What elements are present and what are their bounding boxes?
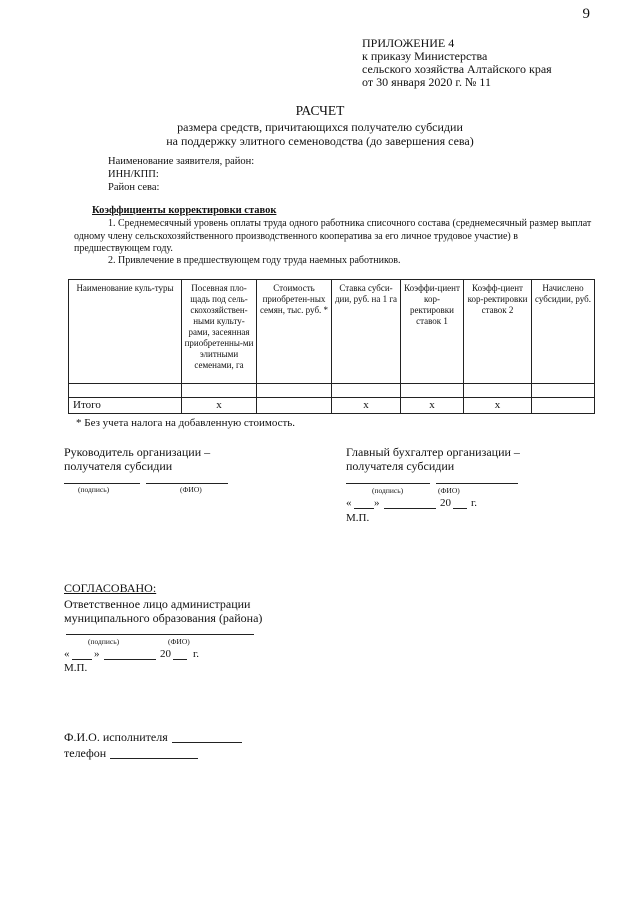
table-cell	[69, 384, 182, 398]
accountant-name-caption: (ФИО)	[438, 486, 460, 495]
agreement-seal: М.П.	[64, 662, 88, 674]
agreed-label: СОГЛАСОВАНО:	[64, 581, 157, 595]
total-rate: х	[332, 398, 401, 414]
total-coef-2: х	[464, 398, 532, 414]
coefficient-item-1: 1. Среднемесячный уровень оплаты труда одного работника списочного состава (среднемесячный размер выплат одному члену сельскохозяйственного производственного кооператива за его личное трудовое участие) в предшествующем году.	[74, 218, 592, 254]
document-title: РАСЧЕТ	[295, 103, 345, 118]
total-label: Итого	[69, 398, 182, 414]
agreement-name-line	[164, 634, 254, 635]
executor-name-line	[172, 742, 242, 743]
executor-name-label: Ф.И.О. исполнителя	[64, 730, 168, 744]
agreement-line-2: муниципального образования (района)	[64, 611, 263, 625]
agreement-day-line	[72, 659, 92, 660]
head-signature-title	[64, 445, 210, 473]
agreement-month-line	[104, 659, 156, 660]
accountant-name-line	[436, 483, 518, 484]
accountant-year-line	[453, 508, 467, 509]
accountant-title-line-1: Главный бухгалтер организации –	[346, 445, 520, 459]
document-subtitle	[0, 120, 640, 148]
executor-phone-label: телефон	[64, 746, 107, 760]
table-cell	[257, 384, 332, 398]
agreement-date-open: «	[64, 648, 70, 660]
page-number: 9	[582, 6, 590, 22]
agreement-name-caption: (ФИО)	[168, 637, 190, 646]
head-title-line-2: получателя субсидии	[64, 459, 173, 473]
accountant-date-open: «	[346, 497, 352, 509]
table-header-row	[69, 280, 595, 384]
table-cell	[464, 384, 532, 398]
coefficient-item-2: 2. Привлечение в предшествующем году труда наемных работников.	[108, 255, 401, 266]
accountant-date-close: »	[374, 497, 380, 509]
col-header-seed-cost: Стоимость приобретен-ных семян, тыс. руб. *	[257, 280, 332, 384]
table-cell	[401, 384, 464, 398]
accountant-signature-title	[346, 445, 520, 473]
subtitle-line-1: размера средств, причитающихся получателю субсидии	[177, 120, 463, 134]
col-header-coef-2: Коэфф-циент кор-ректировки ставок 2	[464, 280, 532, 384]
total-coef-1: х	[401, 398, 464, 414]
head-title-line-1: Руководитель организации –	[64, 445, 211, 459]
accountant-month-line	[384, 508, 436, 509]
coefficients-heading: Коэффициенты корректировки ставок	[92, 205, 277, 216]
agreement-date-close: »	[94, 648, 100, 660]
accountant-signature-caption: (подпись)	[372, 486, 404, 495]
total-accrued	[532, 398, 595, 414]
table-row	[69, 384, 595, 398]
col-header-accrued: Начислено субсидии, руб.	[532, 280, 595, 384]
appendix-order-line-3: от 30 января 2020 г. № 11	[362, 75, 491, 89]
appendix-header	[362, 37, 552, 89]
appendix-label: ПРИЛОЖЕНИЕ 4	[362, 36, 455, 50]
calculation-table	[68, 279, 595, 414]
accountant-year-prefix: 20	[440, 497, 451, 509]
table-cell	[182, 384, 257, 398]
agreement-year-prefix: 20	[160, 648, 171, 660]
col-header-rate: Ставка субси-дии, руб. на 1 га	[332, 280, 401, 384]
inn-kpp-label: ИНН/КПП:	[108, 169, 159, 180]
table-total-row	[69, 398, 595, 414]
total-area: х	[182, 398, 257, 414]
footnote: * Без учета налога на добавленную стоимость.	[76, 417, 296, 429]
col-header-crop: Наименование куль-туры	[69, 280, 182, 384]
col-header-area: Посевная пло-щадь под сель-скохозяйствен-ными культу-рами, засеянная приобретенны-ми элитными семенами, га	[182, 280, 257, 384]
accountant-seal: М.П.	[346, 512, 370, 524]
agreement-year-line	[173, 659, 187, 660]
table-cell	[332, 384, 401, 398]
applicant-fields	[108, 155, 254, 194]
sowing-region-label: Район сева:	[108, 182, 160, 193]
head-signature-line	[64, 483, 140, 484]
appendix-order-line-1: к приказу Министерства	[362, 49, 488, 63]
accountant-day-line	[354, 508, 374, 509]
head-signature-caption: (подпись)	[78, 485, 110, 494]
col-header-coef-1: Коэффи-циент кор-ректировки ставок 1	[401, 280, 464, 384]
agreement-official	[64, 597, 262, 625]
agreement-line-1: Ответственное лицо администрации	[64, 597, 251, 611]
accountant-signature-line	[346, 483, 430, 484]
head-name-caption: (ФИО)	[180, 485, 202, 494]
agreement-year-suffix: г.	[193, 648, 200, 660]
executor-phone-line	[110, 758, 198, 759]
subtitle-line-2: на поддержку элитного семеноводства (до завершения сева)	[166, 134, 474, 148]
total-seed-cost	[257, 398, 332, 414]
accountant-year-suffix: г.	[471, 497, 478, 509]
appendix-order-line-2: сельского хозяйства Алтайского края	[362, 62, 552, 76]
applicant-name-label: Наименование заявителя, район:	[108, 156, 255, 167]
head-name-line	[146, 483, 228, 484]
table-cell	[532, 384, 595, 398]
agreement-signature-caption: (подпись)	[88, 637, 120, 646]
accountant-title-line-2: получателя субсидии	[346, 459, 455, 473]
agreement-signature-line	[66, 634, 164, 635]
